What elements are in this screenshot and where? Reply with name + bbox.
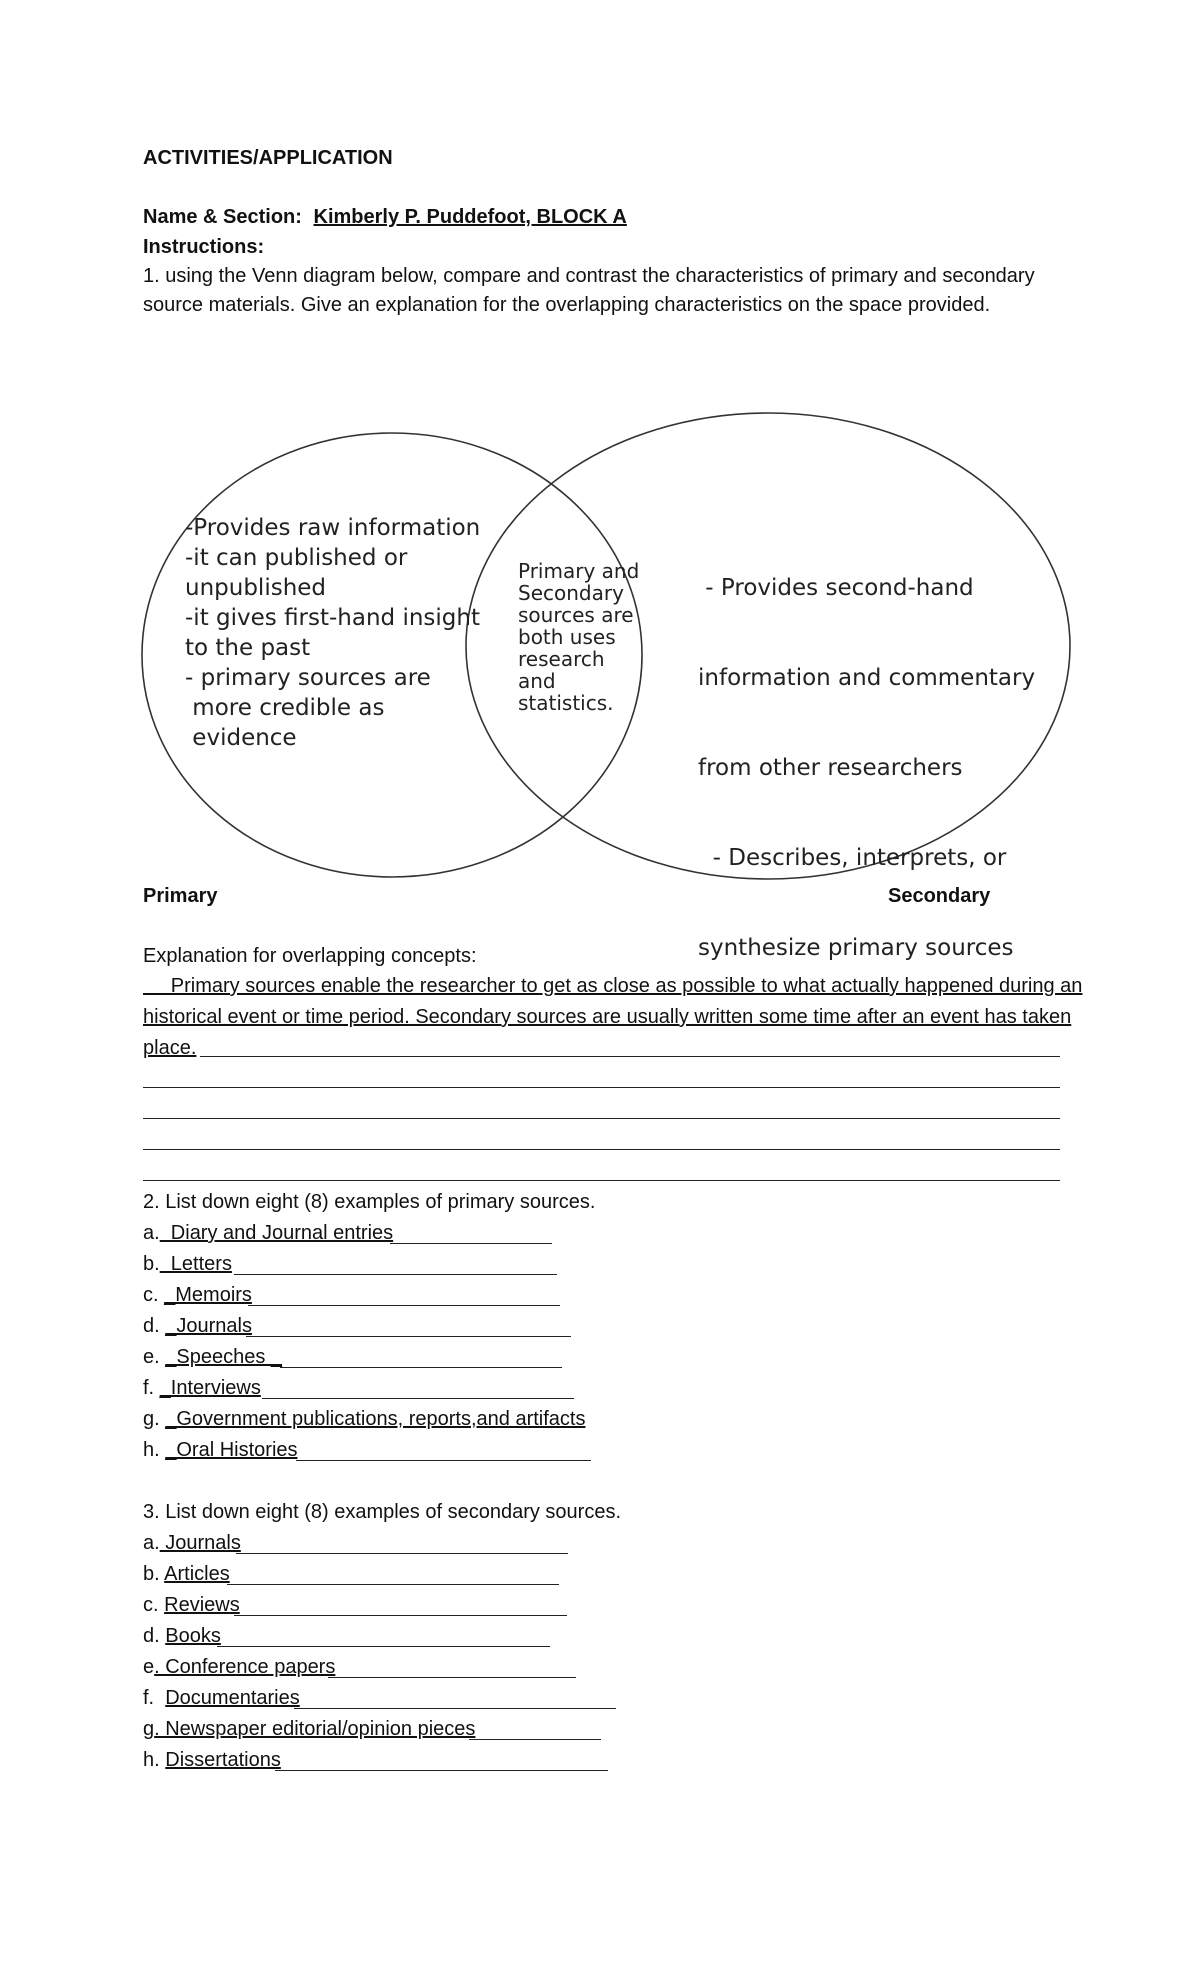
secondary-list-title: 3. List down eight (8) examples of secondary sources. — [143, 1501, 622, 1523]
venn-middle-line: both uses — [518, 625, 616, 649]
instructions-label: Instructions: — [143, 236, 265, 258]
explanation-line-1: Primary sources enable the researcher to get as close as possible to what actually happened during an — [143, 975, 1083, 997]
answer-line — [328, 1677, 576, 1678]
venn-left-line: unpublished — [185, 575, 327, 601]
venn-right-line: - Describes, interprets, or — [698, 845, 1007, 871]
list-item-letter: d. — [143, 1625, 166, 1647]
list-item-text: . Conference papers — [154, 1656, 336, 1678]
venn-label-primary: Primary — [143, 885, 218, 907]
list-item-text: Dissertations — [165, 1749, 281, 1771]
venn-left-line: more credible as — [185, 695, 385, 721]
venn-left-line: -it can published or — [185, 545, 408, 571]
venn-label-secondary: Secondary — [888, 885, 991, 907]
list-item — [143, 1655, 335, 1679]
blank-line — [143, 1180, 1060, 1181]
blank-line — [143, 1118, 1060, 1119]
list-item — [143, 1531, 241, 1555]
answer-line — [227, 1584, 559, 1585]
list-item-text: Diary and Journal entries — [159, 1222, 394, 1244]
venn-middle-line: statistics. — [518, 691, 614, 715]
venn-left-line: -it gives first-hand insight — [185, 605, 481, 631]
list-item-text: Books — [165, 1625, 221, 1647]
explanation-label: Explanation for overlapping concepts: — [143, 945, 477, 967]
list-item-text: _Interviews — [159, 1377, 261, 1399]
list-item — [143, 1562, 230, 1586]
blank-line — [143, 1149, 1060, 1150]
venn-left-text — [185, 513, 480, 753]
list-item-letter: a. — [143, 1532, 160, 1554]
list-item-text: Journals — [159, 1532, 241, 1554]
list-item-letter: c. — [143, 1284, 165, 1306]
list-item — [143, 1221, 393, 1245]
explanation-line-2: historical event or time period. Secondary sources are usually written some time after an event has taken — [143, 1006, 1072, 1028]
venn-right-line: information and commentary — [698, 665, 1036, 691]
venn-left-line: - primary sources are — [185, 665, 431, 691]
answer-line — [246, 1336, 571, 1337]
list-item-text: Documentaries — [165, 1687, 300, 1709]
list-item — [143, 1407, 585, 1431]
venn-left-line: -Provides raw information — [185, 515, 481, 541]
list-item-letter: c. — [143, 1594, 165, 1616]
venn-middle-text — [518, 560, 639, 714]
list-item-letter: b. — [143, 1563, 165, 1585]
list-item-text: _Speeches _ — [165, 1346, 283, 1368]
venn-middle-line: Secondary — [518, 581, 624, 605]
list-item — [143, 1438, 298, 1462]
list-item — [143, 1686, 300, 1710]
blank-line — [200, 1056, 1060, 1057]
answer-line — [275, 1770, 608, 1771]
list-item-letter: h. — [143, 1439, 166, 1461]
list-item — [143, 1624, 221, 1648]
answer-line — [296, 1460, 591, 1461]
venn-middle-line: and — [518, 669, 556, 693]
list-item-text: _Oral Histories — [165, 1439, 298, 1461]
name-section-label: Name & Section: — [143, 206, 302, 228]
list-item-text: _Journals — [165, 1315, 252, 1337]
answer-line — [236, 1553, 568, 1554]
venn-left-line: evidence — [185, 725, 297, 751]
answer-line — [390, 1243, 552, 1244]
name-section-value: Kimberly P. Puddefoot, BLOCK A — [313, 206, 627, 228]
explanation-line-3: place. — [143, 1037, 197, 1059]
list-item-letter: f. — [143, 1687, 166, 1709]
list-item-text: _Government publications, reports,and artifacts — [165, 1408, 586, 1430]
primary-list-title: 2. List down eight (8) examples of primary sources. — [143, 1191, 596, 1213]
answer-line — [294, 1708, 616, 1709]
list-item-text: . Newspaper editorial/opinion pieces — [154, 1718, 476, 1740]
list-item — [143, 1314, 252, 1338]
instruction-1-line2: source materials. Give an explanation for the overlapping characteristics on the space provided. — [143, 294, 991, 316]
list-item-letter: e — [143, 1656, 155, 1678]
list-item — [143, 1593, 240, 1617]
list-item — [143, 1252, 232, 1276]
list-item — [143, 1748, 281, 1772]
venn-right-line: synthesize primary sources — [698, 935, 1014, 961]
list-item-letter: e. — [143, 1346, 166, 1368]
answer-line — [217, 1646, 550, 1647]
list-item-text: _Memoirs — [164, 1284, 252, 1306]
list-item-letter: h. — [143, 1749, 166, 1771]
list-item-text: Reviews — [164, 1594, 240, 1616]
list-item-text: Letters — [159, 1253, 232, 1275]
list-item — [143, 1376, 261, 1400]
page-heading: ACTIVITIES/APPLICATION — [143, 147, 393, 169]
venn-right-line: from other researchers — [698, 755, 963, 781]
venn-left-line: to the past — [185, 635, 311, 661]
venn-middle-line: Primary and — [518, 559, 640, 583]
list-item-letter: b. — [143, 1253, 160, 1275]
venn-right-line: - Provides second-hand — [698, 575, 974, 601]
venn-right-text — [698, 513, 1035, 993]
list-item — [143, 1283, 252, 1307]
list-item-text: Articles — [164, 1563, 230, 1585]
answer-line — [262, 1398, 574, 1399]
list-item — [143, 1345, 282, 1369]
instruction-1-line1: 1. using the Venn diagram below, compare and contrast the characteristics of primary and secondary — [143, 265, 1035, 287]
list-item-letter: f. — [143, 1377, 160, 1399]
list-item-letter: a. — [143, 1222, 160, 1244]
answer-line — [234, 1274, 557, 1275]
blank-line — [143, 1087, 1060, 1088]
answer-line — [469, 1739, 601, 1740]
list-item-letter: g — [143, 1718, 155, 1740]
venn-middle-line: sources are — [518, 603, 634, 627]
venn-middle-line: research — [518, 647, 605, 671]
list-item — [143, 1717, 475, 1741]
list-item-letter: g. — [143, 1408, 166, 1430]
answer-line — [248, 1305, 560, 1306]
answer-line — [234, 1615, 567, 1616]
list-item-letter: d. — [143, 1315, 166, 1337]
answer-line — [280, 1367, 562, 1368]
